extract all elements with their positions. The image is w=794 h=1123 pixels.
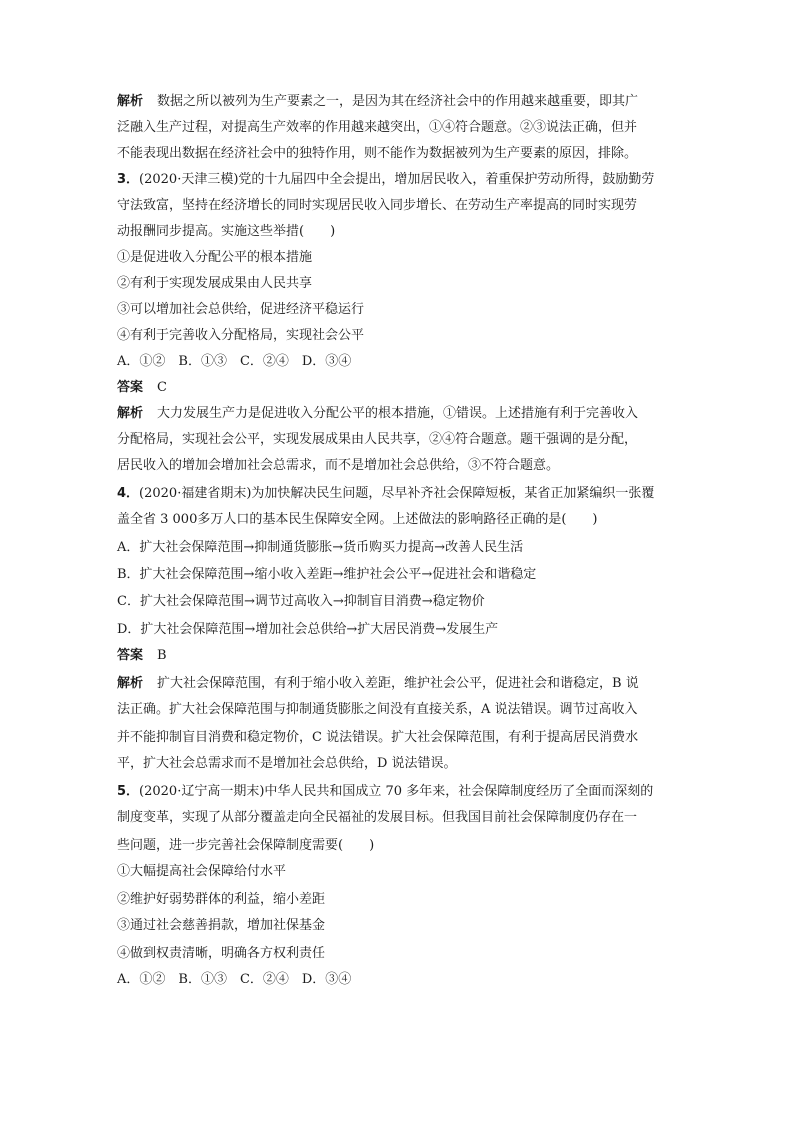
question-number: 3． <box>117 172 140 187</box>
question-3-choices: A．①② B．①③ C．②④ D．③④ <box>117 354 352 369</box>
analysis-paragraph-line: 泛融入生产过程，对提高生产效率的作用越来越突出，①④符合题意。②③说法正确，但并 <box>117 120 638 135</box>
question-4-option-d: D．扩大社会保障范围→增加社会总供给→扩大居民消费→发展生产 <box>117 622 499 637</box>
answer-label: 答案 <box>117 648 144 663</box>
question-4-answer <box>117 646 167 666</box>
question-number: 4． <box>117 486 140 501</box>
analysis-label: 解析 <box>117 94 144 109</box>
analysis-label: 解析 <box>117 676 144 691</box>
question-4-analysis-line: 并不能抑制盲目消费和稳定物价，C 说法错误。扩大社会保障范围，有利于提高居民消费水 <box>117 730 639 745</box>
question-3-answer <box>117 378 167 398</box>
question-5-stem-line: 制度变革，实现了从部分覆盖走向全民福祉的发展目标。但我国目前社会保障制度仍存在一 <box>117 810 638 825</box>
question-3-analysis-line: 分配格局，实现社会公平，实现发展成果由人民共享，②④符合题意。题干强调的是分配， <box>117 432 638 447</box>
question-4-stem-line: 4．(2020·福建省期末)为加快解决民生问题，尽早补齐社会保障短板，某省正加紧编织一张覆 <box>117 486 655 501</box>
question-3-stem-line: 守法致富，坚持在经济增长的同时实现居民收入同步增长、在劳动生产率提高的同时实现劳 <box>117 198 638 213</box>
question-5-option: ②维护好弱势群体的利益，缩小差距 <box>117 892 326 907</box>
question-3-option: ①是促进收入分配公平的根本措施 <box>117 250 313 265</box>
question-3-stem-line: 3．(2020·天津三模)党的十九届四中全会提出，增加居民收入，着重保护劳动所得，鼓励勤劳 <box>117 172 655 187</box>
question-5-stem-line: 些问题，进一步完善社会保障制度需要( ) <box>117 838 375 853</box>
question-4-analysis-line: 解析 扩大社会保障范围，有利于缩小收入差距，维护社会公平，促进社会和谐稳定，B 说 <box>117 676 639 691</box>
question-3-option: ③可以增加社会总供给，促进经济平稳运行 <box>117 302 365 317</box>
question-5-option: ①大幅提高社会保障给付水平 <box>117 864 287 879</box>
question-3-analysis-line: 解析 大力发展生产力是促进收入分配公平的根本措施，①错误。上述措施有利于完善收入 <box>117 406 639 421</box>
question-5-stem-line: 5．(2020·辽宁高一期末)中华人民共和国成立 70 多年来，社会保障制度经历了全面而深刻的 <box>117 784 654 799</box>
question-4-stem-line: 盖全省 3 000多万人口的基本民生保障安全网。上述做法的影响路径正确的是( ) <box>117 512 598 527</box>
question-4-option-b: B．扩大社会保障范围→缩小收入差距→维护社会公平→促进社会和谐稳定 <box>117 567 537 582</box>
analysis-paragraph-line: 解析 数据之所以被列为生产要素之一，是因为其在经济社会中的作用越来越重要，即其广 <box>117 94 639 109</box>
question-4-option-a: A．扩大社会保障范围→抑制通货膨胀→货币购买力提高→改善人民生活 <box>117 540 524 555</box>
question-5-option: ③通过社会慈善捐款，增加社保基金 <box>117 918 326 933</box>
question-3-option: ④有利于完善收入分配格局，实现社会公平 <box>117 328 365 343</box>
answer-label: 答案 <box>117 380 144 395</box>
question-5-option: ④做到权责清晰，明确各方权利责任 <box>117 946 326 961</box>
question-3-stem-line: 动报酬同步提高。实施这些举措( ) <box>117 224 336 239</box>
question-5-choices: A．①② B．①③ C．②④ D．③④ <box>117 972 352 987</box>
question-3-analysis-line: 居民收入的增加会增加社会总需求，而不是增加社会总供给，③不符合题意。 <box>117 458 560 473</box>
analysis-paragraph-line: 不能表现出数据在经济社会中的独特作用，则不能作为数据被列为生产要素的原因，排除。 <box>117 146 638 161</box>
answer-value: B <box>157 648 167 663</box>
question-4-analysis-line: 法正确。扩大社会保障范围与抑制通货膨胀之间没有直接关系，A 说法错误。调节过高收入 <box>117 702 638 717</box>
question-4-analysis-line: 平，扩大社会总需求而不是增加社会总供给，D 说法错误。 <box>117 756 457 771</box>
answer-value: C <box>157 380 167 395</box>
question-4-option-c: C．扩大社会保障范围→调节过高收入→抑制盲目消费→稳定物价 <box>117 594 485 609</box>
analysis-label: 解析 <box>117 406 144 421</box>
question-number: 5． <box>117 784 140 799</box>
question-3-option: ②有利于实现发展成果由人民共享 <box>117 276 313 291</box>
